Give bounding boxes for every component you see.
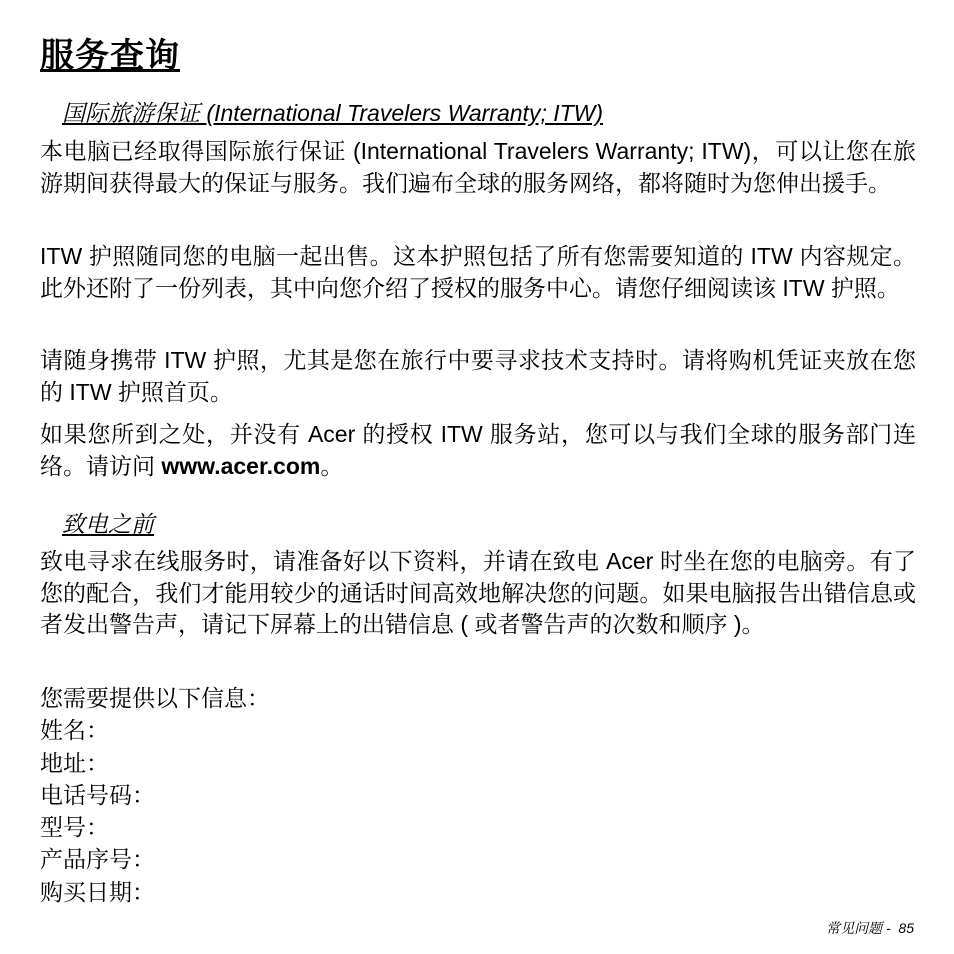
footer-page-number: 85 xyxy=(898,920,914,936)
itw-paragraph-4-text: 如果您所到之处，并没有 Acer 的授权 ITW 服务站，您可以与我们全球的服务部门连络。请访问 xyxy=(40,421,916,479)
itw-section-heading: 国际旅游保证 (International Travelers Warranty; ITW) xyxy=(62,100,604,126)
itw-paragraph-2: ITW 护照随同您的电脑一起出售。这本护照包括了所有您需要知道的 ITW 内容规定。此外还附了一份列表，其中向您介绍了授权的服务中心。请您仔细阅读该 ITW 护照。 xyxy=(40,243,916,301)
info-item-address: 地址： xyxy=(40,749,109,776)
info-item-purchase-date: 购买日期： xyxy=(40,878,155,905)
itw-paragraph-1: 本电脑已经取得国际旅行保证 (International Travelers Warranty; ITW)，可以让您在旅游期间获得最大的保证与服务。我们遍布全球的服务网络，都将随时为您伸出援手。 xyxy=(40,138,916,196)
before-call-heading: 致电之前 xyxy=(62,511,154,537)
info-item-model: 型号： xyxy=(40,814,109,841)
footer-section-name: 常见问题 - xyxy=(826,920,891,936)
info-item-name: 姓名： xyxy=(40,717,109,744)
before-call-paragraph: 致电寻求在线服务时，请准备好以下资料，并请在致电 Acer 时坐在您的电脑旁。有了您的配合，我们才能用较少的通话时间高效地解决您的问题。如果电脑报告出错信息或者发出警告声，请记下屏幕上的出错信息 ( 或者警告声的次数和顺序 )。 xyxy=(40,548,916,637)
page-title: 服务查询 xyxy=(40,37,180,75)
itw-paragraph-4-end: 。 xyxy=(320,452,344,479)
info-list-intro: 您需要提供以下信息： xyxy=(40,685,270,711)
page-footer xyxy=(826,918,914,938)
itw-paragraph-3: 请随身携带 ITW 护照，尤其是您在旅行中要寻求技术支持时。请将购机凭证夹放在您的 ITW 护照首页。 xyxy=(40,347,916,405)
acer-website-link[interactable]: www.acer.com xyxy=(161,452,321,479)
itw-paragraph-4 xyxy=(40,419,916,482)
info-item-serial: 产品序号： xyxy=(40,846,155,873)
info-list xyxy=(40,682,270,908)
info-item-phone: 电话号码： xyxy=(40,781,155,808)
